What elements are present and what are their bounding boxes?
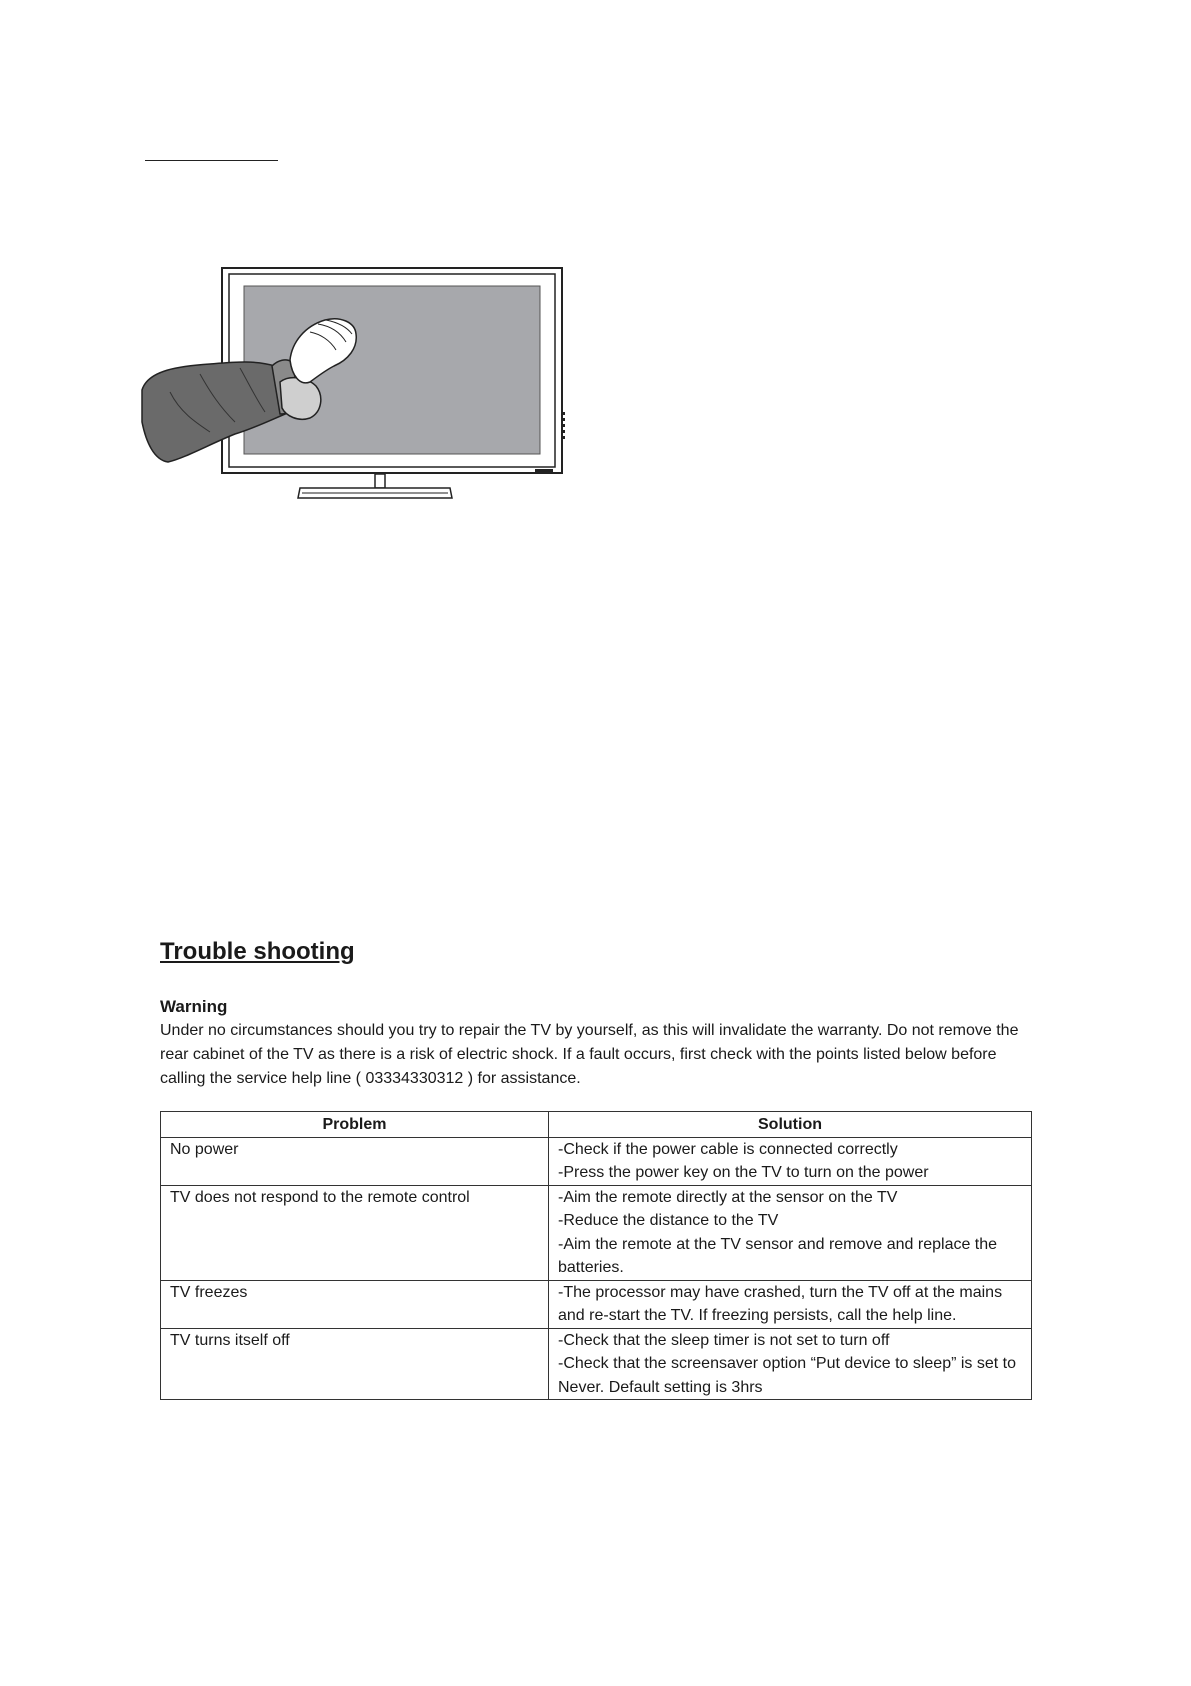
problem-cell: TV turns itself off [161, 1328, 549, 1400]
solution-cell [549, 1280, 1032, 1328]
solution-line: -Reduce the distance to the TV [558, 1212, 779, 1229]
solution-line: -Press the power key on the TV to turn on the power [558, 1164, 929, 1181]
solution-line: -The processor may have crashed, turn the TV off at the mains and re-start the TV. If freezing persists, call the help line. [558, 1283, 1003, 1324]
table-row [161, 1137, 1032, 1185]
trouble-shooting-section [160, 936, 1031, 1091]
troubleshooting-table [160, 1111, 1032, 1400]
solution-line: -Check that the sleep timer is not set to turn off [558, 1331, 890, 1349]
tv-stand-neck [375, 474, 385, 488]
table-header-row [161, 1112, 1032, 1138]
solution-line: -Check if the power cable is connected correctly [558, 1140, 898, 1158]
table-row [161, 1280, 1032, 1328]
tv-cleaning-illustration [140, 262, 570, 502]
header-rule [145, 160, 278, 161]
problem-cell: No power [161, 1137, 549, 1185]
solution-cell [549, 1137, 1032, 1185]
solution-line: -Aim the remote directly at the sensor on the TV [558, 1188, 898, 1206]
solution-cell [549, 1185, 1032, 1280]
section-title: Trouble shooting [160, 938, 355, 965]
problem-cell: TV freezes [161, 1280, 549, 1328]
solution-line: -Check that the screensaver option “Put device to sleep” is set to Never. Default setting is 3hrs [558, 1355, 1017, 1396]
solution-line: -Aim the remote at the TV sensor and remove and replace the batteries. [558, 1235, 998, 1276]
cleaning-cloth [280, 378, 321, 420]
problem-cell: TV does not respond to the remote control [161, 1185, 549, 1280]
table-row [161, 1328, 1032, 1400]
header-solution: Solution [549, 1112, 1032, 1138]
solution-cell [549, 1328, 1032, 1400]
table-row [161, 1185, 1032, 1280]
warning-title: Warning [160, 997, 228, 1016]
warning-text: Under no circumstances should you try to repair the TV by yourself, as this will invalidate the warranty. Do not remove the rear cabinet of the TV as there is a risk of electric shock. If a fault occurs, first check with the points listed below before calling the service help line ( 03334330312 ) for assistance. [160, 1022, 1019, 1087]
header-problem: Problem [161, 1112, 549, 1138]
